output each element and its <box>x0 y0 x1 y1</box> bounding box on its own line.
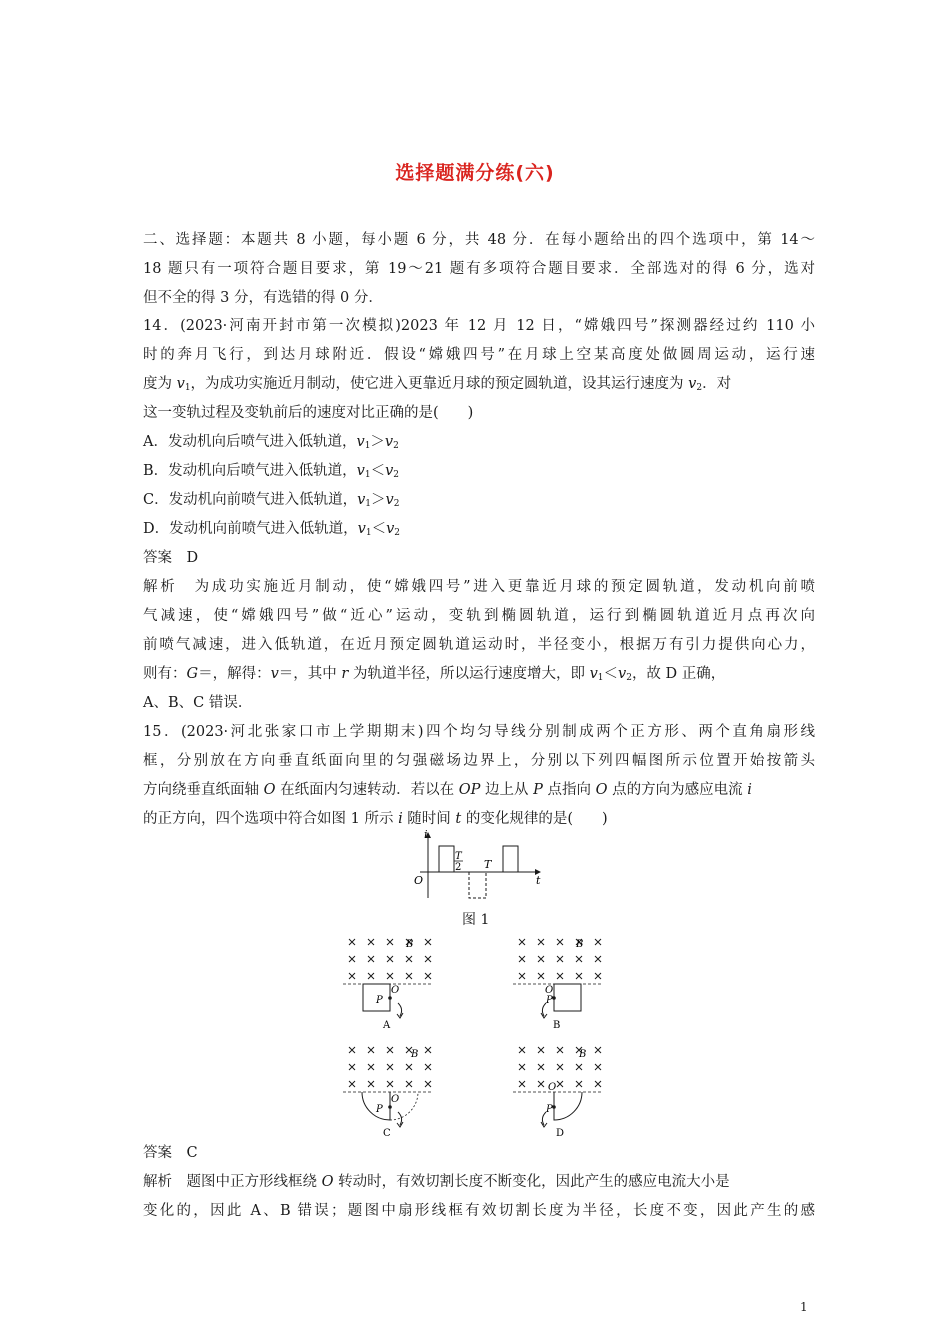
field-cross-icon <box>349 1064 355 1070</box>
half-period-numerator: T <box>455 851 462 862</box>
rotation-arrow-icon <box>398 1003 402 1016</box>
panel-label: A <box>383 1020 391 1031</box>
field-cross-icon <box>406 956 412 962</box>
field-cross-icon <box>387 939 393 945</box>
field-cross-icon <box>387 973 393 979</box>
axis-t-label: t <box>536 874 541 887</box>
field-cross-icon <box>519 1064 525 1070</box>
magnetic-field-crosses <box>519 939 601 979</box>
intro-line: 二、选择题：本题共 8 小题，每小题 6 分，共 48 分．在每小题给出的四个选项中，第 14～ <box>143 232 815 248</box>
field-cross-icon <box>368 939 374 945</box>
field-cross-icon <box>538 1047 544 1053</box>
pivot-dot <box>552 996 556 1000</box>
field-cross-icon <box>349 956 355 962</box>
field-cross-icon <box>406 973 412 979</box>
field-cross-icon <box>557 1047 563 1053</box>
point-o-label: O <box>391 1094 400 1105</box>
explanation-line: 解析 为成功实施近月制动，使“嫦娥四号”进入更靠近月球的预定圆轨道，发动机向前喷 <box>143 579 815 595</box>
option-d: D．发动机向前喷气进入低轨道，$v_1<v_2$ <box>143 521 400 538</box>
field-cross-icon <box>425 973 431 979</box>
field-cross-icon <box>406 1064 412 1070</box>
point-o-label: O <box>391 985 400 996</box>
field-b-label: B <box>579 1049 587 1060</box>
field-cross-icon <box>557 939 563 945</box>
figure-1-caption: 图 1 <box>462 912 490 928</box>
field-cross-icon <box>519 1047 525 1053</box>
point-p-label: P <box>546 1104 553 1115</box>
question-line: 方向绕垂直纸面轴 O 在纸面内匀速转动．若以在 OP 边上从 P 点指向 O 点的方向为感应电流 i <box>143 782 752 798</box>
field-cross-icon <box>595 1047 601 1053</box>
half-period-denominator: 2 <box>455 862 462 873</box>
field-cross-icon <box>538 973 544 979</box>
panel-a <box>338 932 438 1032</box>
field-cross-icon <box>368 1047 374 1053</box>
point-p-label: P <box>376 995 383 1006</box>
option-b: B．发动机向后喷气进入低轨道，$v_1<v_2$ <box>143 463 400 480</box>
field-cross-icon <box>576 1064 582 1070</box>
field-b-label: B <box>576 939 584 950</box>
field-cross-icon <box>595 1064 601 1070</box>
question-line: 框，分别放在方向垂直纸面向里的匀强磁场边界上，分别以下列四幅图所示位置开始按箭头 <box>143 753 815 769</box>
panel-d <box>508 1040 608 1140</box>
magnetic-field-crosses <box>349 939 431 979</box>
answer-14: 答案 D <box>143 550 199 566</box>
field-cross-icon <box>557 1064 563 1070</box>
page-number: 1 <box>800 1300 808 1314</box>
panel-c <box>338 1040 438 1140</box>
field-cross-icon <box>595 939 601 945</box>
pivot-dot <box>388 1105 392 1109</box>
field-cross-icon <box>538 939 544 945</box>
field-cross-icon <box>425 1064 431 1070</box>
field-cross-icon <box>387 1081 393 1087</box>
field-cross-icon <box>557 973 563 979</box>
axis-i-label: i <box>424 828 428 841</box>
field-cross-icon <box>538 1081 544 1087</box>
figure-1-graph <box>400 828 560 903</box>
page-title: 选择题满分练(六) <box>395 162 555 184</box>
field-cross-icon <box>595 1081 601 1087</box>
field-cross-icon <box>519 1081 525 1087</box>
pulse-positive <box>439 846 454 872</box>
magnetic-field-crosses <box>349 1047 431 1087</box>
field-cross-icon <box>595 973 601 979</box>
field-cross-icon <box>406 1081 412 1087</box>
field-cross-icon <box>349 973 355 979</box>
answer-15: 答案 C <box>143 1145 198 1161</box>
panel-b <box>508 932 608 1032</box>
field-cross-icon <box>576 973 582 979</box>
period-label: T <box>484 858 492 871</box>
field-cross-icon <box>368 973 374 979</box>
field-cross-icon <box>425 1081 431 1087</box>
field-cross-icon <box>425 1047 431 1053</box>
explanation-line: 变化的，因此 A、B 错误；题图中扇形线框有效切割长度为半径，长度不变，因此产生的感 <box>143 1203 815 1219</box>
point-p-label: P <box>376 1104 383 1115</box>
explanation-line: 解析 题图中正方形线框绕 O 转动时，有效切割长度不断变化，因此产生的感应电流大小是 <box>143 1174 730 1190</box>
pulse-negative <box>469 872 486 898</box>
field-cross-icon <box>576 1081 582 1087</box>
field-cross-icon <box>349 1081 355 1087</box>
explanation-line: 前喷气减速，进入低轨道，在近月预定圆轨道运动时，半径变小，根据万有引力提供向心力， <box>143 637 815 653</box>
field-cross-icon <box>425 939 431 945</box>
magnetic-field-crosses <box>519 1047 601 1087</box>
panel-label: C <box>383 1128 391 1139</box>
intro-line: 18 题只有一项符合题目要求，第 19～21 题有多项符合题目要求．全部选对的得 6 分，选对 <box>143 261 815 277</box>
explanation-line: 则有：G＝，解得：v＝，其中 r 为轨道半径，所以运行速度增大，即 $v_1<v_2$，故 D 正确， <box>143 666 726 683</box>
field-cross-icon <box>557 956 563 962</box>
point-p-label: P <box>546 995 553 1006</box>
field-cross-icon <box>538 1064 544 1070</box>
figure-1 <box>400 828 560 903</box>
question-line: 14．(2023·河南开封市第一次模拟)2023 年 12 月 12 日，“嫦娥四号”探测器经过约 110 小 <box>143 318 815 334</box>
field-b-label: B <box>411 1049 419 1060</box>
sector-frame <box>554 1092 582 1120</box>
field-cross-icon <box>368 956 374 962</box>
question-line: 的正方向，四个选项中符合如图 1 所示 i 随时间 t 的变化规律的是( ) <box>143 811 608 827</box>
field-cross-icon <box>557 1081 563 1087</box>
field-cross-icon <box>349 1047 355 1053</box>
field-cross-icon <box>519 973 525 979</box>
option-c: C．发动机向前喷气进入低轨道，$v_1>v_2$ <box>143 492 400 509</box>
origin-label: O <box>414 874 424 887</box>
field-cross-icon <box>576 956 582 962</box>
pivot-dot <box>388 996 392 1000</box>
question-line: 度为 $v_1$，为成功实施近月制动，使它进入更靠近月球的预定圆轨道，设其运行速度为 $v_2$．对 <box>143 376 732 393</box>
field-cross-icon <box>425 956 431 962</box>
point-o-label: O <box>548 1082 557 1093</box>
panel-label: B <box>553 1020 561 1031</box>
question-line: 15．(2023·河北张家口市上学期期末)四个均匀导线分别制成两个正方形、两个直角扇形线 <box>143 724 815 740</box>
panel-label: D <box>556 1128 565 1139</box>
field-cross-icon <box>519 939 525 945</box>
field-b-label: B <box>406 939 414 950</box>
field-cross-icon <box>538 956 544 962</box>
pivot-dot <box>552 1105 556 1109</box>
field-cross-icon <box>387 956 393 962</box>
field-cross-icon <box>519 956 525 962</box>
option-a: A．发动机向后喷气进入低轨道，$v_1>v_2$ <box>143 434 399 451</box>
field-cross-icon <box>368 1081 374 1087</box>
field-cross-icon <box>368 1064 374 1070</box>
field-cross-icon <box>387 1064 393 1070</box>
field-cross-icon <box>349 939 355 945</box>
point-o-label: O <box>545 985 554 996</box>
intro-line: 但不全的得 3 分，有选错的得 0 分． <box>143 290 383 306</box>
question-line: 时的奔月飞行，到达月球附近．假设“嫦娥四号”在月球上空某高度处做圆周运动，运行速 <box>143 347 815 363</box>
field-cross-icon <box>595 956 601 962</box>
explanation-line: 气减速，使“嫦娥四号”做“近心”运动，变轨到椭圆轨道，运行到椭圆轨道近月点再次向 <box>143 608 815 624</box>
question-line: 这一变轨过程及变轨前后的速度对比正确的是( ) <box>143 405 474 421</box>
explanation-line: A、B、C 错误． <box>143 695 253 711</box>
field-cross-icon <box>387 1047 393 1053</box>
pulse-positive <box>503 846 518 872</box>
square-frame <box>554 984 581 1011</box>
